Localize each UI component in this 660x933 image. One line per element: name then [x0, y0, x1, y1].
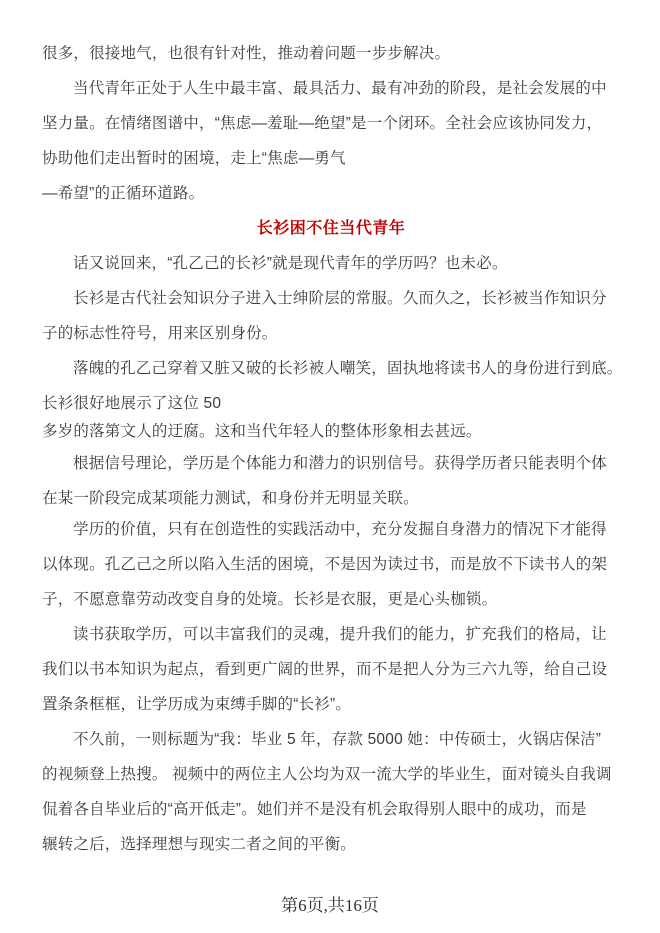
text-line: 侃着各自毕业后的“高开低走”。她们并不是没有机会取得别人眼中的成功，而是 — [42, 801, 587, 818]
text-line: —希望”的正循环道路。 — [42, 185, 205, 202]
text-line: 置条条框框，让学历成为束缚手脚的“长衫”。 — [42, 696, 352, 713]
text-line: 长衫是古代社会知识分子进入士绅阶层的常服。久而久之，长衫被当作知识分 — [73, 290, 607, 307]
text-line: 学历的价值，只有在创造性的实践活动中，充分发掘自身潜力的情况下才能得 — [73, 521, 607, 538]
text-line: 多岁的落第文人的迂腐。这和当代年轻人的整体形象相去甚远。 — [42, 423, 482, 440]
text-line: 子的标志性符号，用来区别身份。 — [42, 325, 278, 342]
text-line: 在某一阶段完成某项能力测试，和身份并无明显关联。 — [42, 490, 419, 507]
text-line: 辗转之后，选择理想与现实二者之间的平衡。 — [42, 836, 357, 853]
text-line: 根据信号理论，学历是个体能力和潜力的识别信号。获得学历者只能表明个体 — [73, 455, 607, 472]
text-line: 子，不愿意靠劳动改变自身的处境。长衫是衣服，更是心头枷锁。 — [42, 591, 498, 608]
text-line: 我们以书本知识为起点，看到更广阔的世界，而不是把人分为三六九等，给自己设 — [42, 661, 608, 678]
page-number: 第6页,共16页 — [281, 896, 379, 915]
text-line: 读书获取学历，可以丰富我们的灵魂，提升我们的能力，扩充我们的格局，让 — [73, 626, 607, 643]
text-line: 不久前，一则标题为“我：毕业 5 年，存款 5000 她：中传硕士，火锅店保洁” — [73, 731, 602, 748]
text-line: 协助他们走出暂时的困境，走上“焦虑—勇气 — [42, 150, 346, 167]
section-heading: 长衫困不住当代青年 — [256, 220, 406, 237]
text-line: 长衫很好地展示了这位 50 — [42, 395, 222, 412]
text-line: 很多，很接地气，也很有针对性，推动着问题一步步解决。 — [42, 45, 451, 62]
text-line: 话又说回来，“孔乙己的长衫”就是现代青年的学历吗？也未必。 — [73, 255, 508, 272]
text-line: 坚力量。在情绪图谱中，“焦虑—羞耻—绝望”是一个闭环。全社会应该协同发力， — [42, 115, 603, 132]
text-line: 当代青年正处于人生中最丰富、最具活力、最有冲劲的阶段，是社会发展的中 — [73, 80, 607, 97]
text-line: 落魄的孔乙己穿着又脏又破的长衫被人嘲笑，固执地将读书人的身份进行到底。 — [73, 360, 623, 377]
text-line: 的视频登上热搜。 视频中的两位主人公均为双一流大学的毕业生，面对镜头自我调 — [42, 766, 612, 783]
document-body — [42, 45, 623, 871]
text-line: 以体现。孔乙己之所以陷入生活的困境，不是因为读过书，而是放不下读书人的架 — [42, 556, 608, 573]
